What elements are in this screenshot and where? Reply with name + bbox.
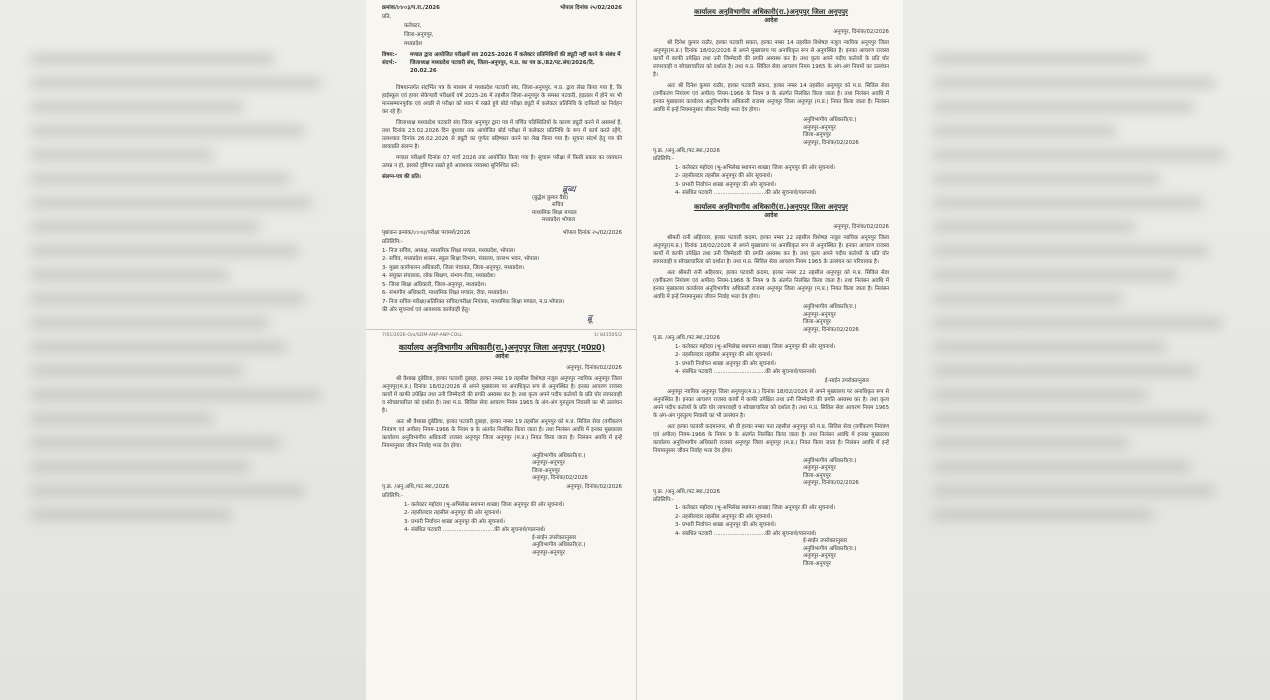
sign-line: ई-साईन उपरोक्तानुसार <box>532 534 577 541</box>
list-item: 2- सचिव, मध्यप्रदेश शासन, स्कूल शिक्षा विभाग, मंत्रालय, वल्लभ भवन, भोपाल। <box>382 256 540 262</box>
signature-block <box>532 187 622 225</box>
order-paragraph: श्रीमती रानी अहिरवार, हल्का पटवारी कदमा, हल्का नम्बर 22 तहसील विशेषज्ञ नजूल न्यायिक अनूपपुर जिला अनूपपुर(म.प्र.) दिनांक 18/02/2026 से अपने मुख्यालय पर अनाधिकृत रूप से अनुपस्थित है। इनका आचरण राजस्व कार्यों में काफी उपेक्षित तथा उनी जिम्मेदारी की प्रगति अस्वस्थ कर है। तथा कृत्य अपने पदीय कर्तव्यों के प्रति घोर लापरवाही व स्वेच्छाचारिता को दर्शाता है। तथा म.प्र. सिविल सेवा आचरण नियम 1965 के उल्लंघन का परिचायक है। <box>653 235 889 265</box>
esign-block <box>532 535 622 558</box>
scan-meta <box>382 332 622 340</box>
letter-ref-row <box>382 4 622 12</box>
list-item: 4- संबंधित पटवारी ..............................की ओर सूचनार्थ/पालनार्थ। <box>675 530 817 537</box>
body-paragraph: विषयान्तर्गत संदर्भित पत्र के माध्यम से मध्यप्रदेश पटवारी संघ, जिला-अनूपपुर, म.प्र. द्वारा लेख किया गया है, कि हाईस्कूल एवं हायर सेकेण्डरी परीक्षायें वर्ष 2025-26 में तहसील जिला-अनूपपुर के समस्त पटवारी, हड़ताल में होने पर भी मानसम्मानपूर्वक एवं अच्छी से परीक्षा को ध्यान में रखते हुये बोर्ड परीक्षा ड्यूटी में कलेक्टर प्रतिनिधि के दायित्वों का निर्वहन कर रहे हैं। <box>382 85 622 115</box>
scan-meta-right: 1/ 841505/2 <box>594 332 622 338</box>
body-paragraph: जिलाध्यक्ष मध्यप्रदेश पटवारी संघ जिला अनूपपुर द्वारा पत्र में वर्णित परिस्थितियों के कारण ड्यूटी करने में असमर्थ हैं, तथा दिनांक 23.02.2026 दिन बुधवार तक आयोजित बोर्ड परीक्षा में कलेक्टर प्रतिनिधि के रूप में कार्य करते रहेंगे, तत्पश्चात दिनांक 26.02.2026 से ड्यूटी का पूर्णतः बहिष्कार करने का लेख किया गया है। सूचना संदर्भ हेतु पत्र की छायाप्रति संलग्न है। <box>382 120 622 150</box>
board-letter <box>366 0 636 557</box>
sign-line: ई-साईन उपरोक्तानुसार <box>803 538 848 544</box>
order-endorse-row <box>382 483 622 491</box>
endorsement-ref-row <box>382 229 622 237</box>
sign-line: अनूपपुर-अनूपपुर <box>803 124 836 131</box>
sign-line: अनूपपुर, दिनांक/02/2026 <box>803 480 859 486</box>
list-item: 3- प्रभारी निर्वाचन शाखा अनूपपुर की ओर सूचनार्थ। <box>675 522 776 528</box>
sign-line: अनूपपुर-अनूपपुर <box>532 549 565 556</box>
letter-prati: प्रति, <box>382 14 392 20</box>
list-item: 3- प्रभारी निर्वाचन शाखा अनूपपुर की ओर सूचनार्थ। <box>404 518 505 525</box>
enclosure: संलग्न-पत्र की प्रति। <box>382 174 421 180</box>
list-item: 4- संबंधित पटवारी ..............................की ओर सूचनार्थ/पालनार्थ। <box>404 527 546 533</box>
sign-line: जिला-अनूपपुर <box>803 472 831 479</box>
endorsement-ref: पृष्ठांकन क्रमांक/৮৮०३/परीक्षा परामर्श/2026 <box>382 229 471 236</box>
copy-to-label: प्रतिलिपि:- <box>653 156 674 162</box>
list-item: 1- कलेक्टर महोदय (भू-अभिलेख स्थापना शाखा) जिला अनूपपुर की ओर सूचनार्थ। <box>675 343 836 350</box>
letter-date: भोपाल दिनांक २५/02/2026 <box>560 5 622 11</box>
order-endorse-date: अनूपपुर, दिनांक/02/2026 <box>566 483 622 490</box>
sign-line: अनूपपुर, दिनांक/02/2026 <box>803 139 859 146</box>
order-endorse-ref: पृ.क्र. /अनु.अधि./पट.स्था./2026 <box>653 148 720 154</box>
order-ref: अनूपपुर, दिनांक/02/2026 <box>833 29 889 35</box>
sign-line: अनूपपुर, दिनांक/02/2026 <box>803 326 859 333</box>
list-item: 2- तहसीलदार तहसील अनूपपुर की ओर सूचनार्थ। <box>675 513 773 520</box>
sign-line: जिला-अनूपपुर <box>803 319 831 325</box>
sign-line: अनुविभागीय अधिकारी(रा.) <box>803 457 857 464</box>
signatory-post: सचिव <box>552 202 564 208</box>
list-item: 3- प्रभारी निर्वाचन शाखा अनूपपुर की ओर सूचनार्थ। <box>675 360 776 367</box>
esign-note: ई-साईन उपरोक्तानुसार <box>824 377 869 384</box>
list-item: 1- कलेक्टर महोदय (भू-अभिलेख स्थापना शाखा) जिला अनूपपुर की ओर सूचनार्थ। <box>675 164 836 171</box>
sign-line: अनूपपुर-अनूपपुर <box>803 311 836 318</box>
addressee-line: जिला-अनूपपुर, <box>404 32 434 38</box>
order-title: आदेश <box>764 212 778 219</box>
sign-line: जिला-अनूपपुर <box>803 132 831 138</box>
letter-ref: क्रमांक/৮৮০३/प.रा./2026 <box>382 5 440 11</box>
sign-line: अनुविभागीय अधिकारी(रा.) <box>803 117 857 123</box>
body-paragraph: मण्डल परीक्षायें दिनांक 07 मार्च 2026 तक आयोजित किया गया है। सुचारू परीक्षा में किसी प्रकार का व्यवधान उत्पन्न न हो, इसको दृष्टिगत रखते हुये आवश्यक व्यवस्था सुनिश्चित करें। <box>382 155 622 169</box>
list-item: 2- तहसीलदार तहसील अनूपपुर की ओर सूचनार्थ। <box>675 352 773 358</box>
list-item: 1- निज सचिव, अध्यक्ष, माध्यमिक शिक्षा मण्डल, मध्यप्रदेश, भोपाल। <box>382 247 516 254</box>
copy-to-label: प्रतिलिपि:- <box>382 238 403 245</box>
sign-line: जिला-अनूपपुर <box>532 467 560 474</box>
left-document <box>366 0 636 700</box>
order-signature <box>532 453 622 483</box>
list-item: 4- संबंधित पटवारी ..............................की ओर सूचनार्थ/पालनार्थ। <box>675 190 817 196</box>
list-item: 4- संयुक्त संचालक, लोक शिक्षण, संभाग-रीवा, मध्यप्रदेश। <box>382 273 496 279</box>
signatory-org: मध्यप्रदेश भोपाल <box>542 217 575 223</box>
copy-list <box>653 504 889 538</box>
list-item: 1- कलेक्टर महोदय (भू-अभिलेख स्थापना शाखा) जिला अनूपपुर की ओर सूचनार्थ। <box>404 501 565 508</box>
suspension-orders <box>637 0 903 568</box>
order-endorse-ref: पृ.क्र. /अनु.अधि./पट.स्था./2026 <box>653 335 720 341</box>
blurred-background-left <box>0 0 366 700</box>
right-document <box>636 0 903 700</box>
order-paragraph: अतः श्री दिनेश कुमार राठौर, हल्का पटवारी सकरा, हल्का नम्बर 14 तहसील अनूपपुर को म.प्र. सिविल सेवा (वर्गीकरण नियंत्रण एवं अपील) नियम-1966 के नियम 9 के अंतर्गत निलंबित किया जाता है। तथा निलंबन अवधि में इनका मुख्यालय कार्यालय अनुविभागीय अधिकारी राजस्व अनूपपुर जिला अनूपपुर (म.प्र.) नियत किया जाता है। निलंबन अवधि में इन्हें नियमानुसार जीवन निर्वाह भत्ता देय होगा। <box>653 83 889 113</box>
order-ref: अनूपपुर, दिनांक/02/2026 <box>833 224 889 230</box>
copy-list <box>653 343 889 377</box>
esign-block <box>803 538 889 568</box>
office-heading: कार्यालय अनुविभागीय अधिकारी(रा.)अनूपपुर जिला अनूपपुर <box>694 203 848 211</box>
list-item: 2- तहसीलदार तहसील अनूपपुर की ओर सूचनार्थ। <box>675 173 773 179</box>
reference-text: जिलाध्यक्ष मध्यप्रदेश पटवारी संघ, जिला-अनूपपुर, म.प्र. का पत्र क्र./82/पट.संघ/2026/दि. 20.02.26 <box>410 60 595 74</box>
order-signature <box>803 117 889 147</box>
subject-row <box>382 51 622 59</box>
signatory-name: (बुद्धेश कुमार वैद्य) <box>532 194 569 201</box>
sign-line: अनूपपुर, दिनांक/02/2026 <box>532 475 588 481</box>
order-paragraph: अतः हल्का पटवारी कदमानगर, श्री वी हल्का नम्बर पता तहसील अनूपपुर को म.प्र. सिविल सेवा (वर्गीकरण नियंत्रण एवं अपील) नियम-1966 के नियम 9 के अंतर्गत निलंबित किया जाता है। तथा निलंबन अवधि में इनका मुख्यालय कार्यालय अनुविभागीय अधिकारी राजस्व अनूपपुर जिला अनूपपुर (म.प्र.) नियत किया जाता है। निलंबन अवधि में इन्हें नियमानुसार जीवन निर्वाह भत्ता देय होगा। <box>653 423 889 454</box>
order-ref: अनूपपुर, दिनांक/02/2026 <box>566 364 622 371</box>
list-item: 3- मुख्य कार्यपालन अधिकारी, जिला पंचायत, जिला-अनूपपुर, मध्यप्रदेश। <box>382 264 525 271</box>
order-endorse-ref: पृ.क्र. /अनु.अधि./पट.स्था./2026 <box>653 488 720 495</box>
copy-to-label: प्रतिलिपि:- <box>653 496 674 503</box>
sign-line: जिला-अनूपपुर <box>803 560 831 567</box>
order-endorse-ref: पृ.क्र. /अनु.अधि./पट.स्था./2026 <box>382 483 449 490</box>
office-heading: कार्यालय अनुविभागीय अधिकारी(रा.)अनूपपुर जिला अनूपपुर (म0प्र0) <box>398 342 606 352</box>
order-title: आदेश <box>495 352 509 360</box>
page-divider <box>366 329 636 330</box>
sign-line: अनुविभागीय अधिकारी(रा.) <box>803 304 857 310</box>
order-paragraph: अतः श्रीमती रानी अहिरवार, हल्का पटवारी कदमा, हल्का नम्बर 22 तहसील अनूपपुर को म.प्र. सिविल सेवा (वर्गीकरण नियंत्रण एवं अपील) नियम-1966 के नियम 9 के अंतर्गत निलंबित किया जाता है। तथा निलंबन अवधि में इनका मुख्यालय कार्यालय अनुविभागीय अधिकारी राजस्व अनूपपुर जिला अनूपपुर (म.प्र.) नियत किया जाता है। निलंबन अवधि में इन्हें नियमानुसार जीवन निर्वाह भत्ता देय होगा। <box>653 270 889 300</box>
reference-row <box>382 59 622 75</box>
order-signature <box>803 304 889 334</box>
copy-list <box>653 164 889 198</box>
list-item: 4- संबंधित पटवारी ..............................की ओर सूचनार्थ/पालनार्थ। <box>675 369 817 375</box>
subject-label: विषय:- <box>382 52 398 58</box>
addressee-line: मध्यप्रदेश <box>404 41 422 47</box>
copy-to-label: प्रतिलिपि:- <box>382 492 403 499</box>
blurred-background-right <box>902 0 1270 700</box>
list-item: 7- निज सचिव-परीक्षा/अतिरिक्त सचिव/परीक्षा नियंत्रक, माध्यमिक शिक्षा मण्डल, म.प्र.भोपाल। <box>382 298 565 305</box>
handwritten-signature: ब्रूब्ध <box>562 185 576 195</box>
sign-line: अनूपपुर-अनूपपुर <box>532 460 565 466</box>
sign-line: अनूपपुर-अनूपपुर <box>803 465 836 471</box>
addressee-line: कलेक्टर, <box>404 23 422 29</box>
sign-line: अनुविभागीय अधिकारी(रा.) <box>532 542 586 548</box>
order-paragraph: श्री दिनेश कुमार राठौर, हल्का पटवारी सकरा, हल्का नम्बर 14 तहसील विशेषज्ञ नजूल न्यायिक अनूपपुर जिला अनूपपुर(म.प्र.) दिनांक 18/02/2026 से अपने मुख्यालय पर अनाधिकृत रूप से अनुपस्थित है। इनका आचरण राजस्व कार्यों में काफी उपेक्षित तथा उनी जिम्मेदारी की प्रगति अस्वस्थ कर है। तथा कृत्य अपने पदीय कर्तव्यों के प्रति घोर लापरवाही व स्वेच्छाचारिता को दर्शाता है। तथा म.प्र. सिविल सेवा आचरण नियम 1965 के अंग-अंग नियमों का उल्लंघन है। <box>653 40 889 78</box>
office-heading: कार्यालय अनुविभागीय अधिकारी(रा.)अनूपपुर जिला अनूपपुर <box>694 8 848 16</box>
endorsement-date: भोपाल दिनांक २५/02/2026 <box>562 229 622 236</box>
sign-line: अनुविभागीय अधिकारी(रा.) <box>532 452 586 459</box>
sign-line: अनूपपुर-अनूपपुर <box>803 553 836 559</box>
order-title: आदेश <box>764 17 778 24</box>
sign-line: अनुविभागीय अधिकारी(रा.) <box>803 545 857 552</box>
copy-list <box>382 501 622 535</box>
order-paragraph: श्री वैशाख दुबेडिया, हल्का पटवारी दुबाहा, हल्का नम्बर 19 तहसील विशेषज्ञ नजूल अनूपपुर न्यायिक अनूपपुर जिला अनूपपुर(म.प्र.) दिनांक 18/02/2026 से अपने मुख्यालय पर अनाधिकृत रूप से अनुपस्थित है। इनका आचरण राजस्व कार्यों में काफी उपेक्षित तथा उनी जिम्मेदारी की प्रगति अस्वस्थ कर है। तथा कृत्य अपने पदीय कर्तव्यों के प्रति घोर लापरवाही व स्वेच्छाचारिता को दर्शाता है। तथा म.प्र. सिविल सेवा आचरण नियम 1965 के अंग-अंग गुरुतुल्य निवासी का भी उल्लंघन है। <box>382 375 622 414</box>
scan-meta-left: 7/01/2026-O/o/SDM-ANP-ANP-COLL <box>382 332 463 338</box>
list-item: 6- संभागीय अधिकारी, माध्यमिक शिक्षा मण्डल, रीवा, मध्यप्रदेश। <box>382 290 509 296</box>
list-item: की ओर सूचनार्थ एवं आवश्यक कार्यवाही हेतु। <box>382 307 470 313</box>
signatory-org: माध्यमिक शिक्षा मण्डल <box>532 209 577 216</box>
order-signature <box>803 458 889 488</box>
list-item: 2- तहसीलदार तहसील अनूपपुर की ओर सूचनार्थ। <box>404 510 502 516</box>
list-item: 1- कलेक्टर महोदय (भू-अभिलेख स्थापना शाखा) जिला अनूपपुर की ओर सूचनार्थ। <box>675 505 836 511</box>
list-item: 5- जिला शिक्षा अधिकारी, जिला-अनूपपुर, मध्यप्रदेश। <box>382 281 486 288</box>
order-paragraph: अनूपपुर न्यायिक अनूपपुर जिला अनूपपुर(म.प्र.) दिनांक 18/02/2026 से अपने मुख्यालय पर अनाधिकृत रूप से अनुपस्थित है। इनका आचरण राजस्व कार्यों में काफी उपेक्षित तथा उनी जिम्मेदारी की प्रगति अस्वस्थ कर है। तथा कृत्य अपने पदीय कर्तव्यों के प्रति घोर लापरवाही व स्वेच्छाचारिता को दर्शाता है। तथा म.प्र. सिविल सेवा आचरण नियम 1965 के अंग-अंग गुरुतुल्य निवासी का भी उल्लंघन है। <box>653 388 889 419</box>
reference-label: संदर्भ:- <box>382 60 397 66</box>
list-item: 3- प्रभारी निर्वाचन शाखा अनूपपुर की ओर सूचनार्थ। <box>675 181 776 188</box>
copy-list <box>382 247 622 315</box>
handwritten-initials: ब्रू <box>586 313 592 324</box>
subject-text: मण्डल द्वारा आयोजित परीक्षायें सत्र 2025-2026 में कलेक्टर प्रतिनिधियों की ड्यूटी नहीं करने के संबंध में <box>410 52 621 58</box>
order-paragraph: अतः श्री वैशाख दुबेडिया, हल्का पटवारी दुबाहा, हल्का नम्बर 19 तहसील अनूपपुर को म.प्र. सिविल सेवा (वर्गीकरण नियंत्रण एवं अपील) नियम-1966 के नियम 9 के अंतर्गत निलंबित किया जाता है। तथा निलंबन अवधि में इनका मुख्यालय कार्यालय अनुविभागीय अधिकारी राजस्व अनूपपुर जिला अनूपपुर (म.प्र.) नियत किया जाता है। निलंबन अवधि में इन्हें नियमानुसार जीवन निर्वाह भत्ता देय होगा। <box>382 418 622 449</box>
